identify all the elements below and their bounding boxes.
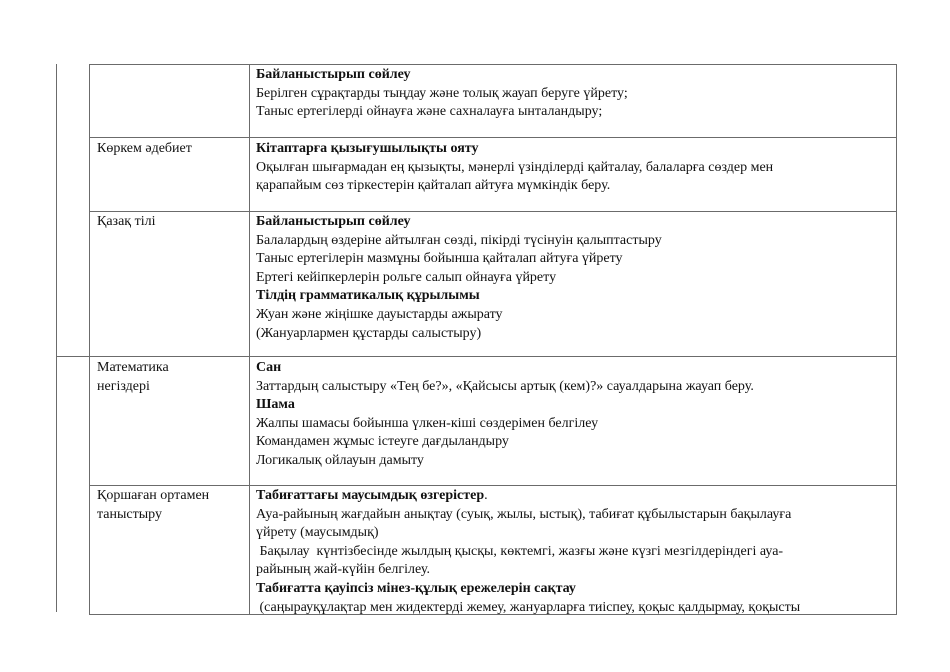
row-4-subheading: Шама [256, 397, 295, 413]
subject-label-line: Көркем әдебиет [97, 141, 192, 156]
row-5-subject-label [97, 487, 209, 524]
row-4-subject-label [97, 359, 169, 396]
row-4-line: Командамен жұмыс істеуге дағдыландыру [256, 434, 509, 450]
row-4-line: Жалпы шамасы бойынша үлкен-кіші сөздерімен белгілеу [256, 415, 599, 431]
row-4-line: Логикалық ойлауын дамыту [256, 452, 424, 468]
row-3-line: Ертегі кейіпкерлерін рольге салып ойнауға үйрету [256, 269, 557, 285]
row-2-subject-label [97, 140, 192, 159]
row-1-line: Берілген сұрақтарды тыңдау және толық жауап беруге үйрету; [256, 85, 628, 101]
row-5-heading-line [256, 487, 800, 506]
row-divider-3 [56, 356, 897, 357]
table-top-border [89, 64, 897, 65]
row-2-content [256, 140, 773, 196]
row-5-line: Бақылау күнтізбесінде жылдың қысқы, көктемгі, жазғы және күзгі мезгілдеріндегі ауа- [256, 543, 784, 559]
row-3-subject-label [97, 213, 155, 232]
subject-label-line: Қазақ тілі [97, 214, 156, 229]
row-divider-1 [89, 137, 897, 138]
row-3-line: Жуан және жіңішке дауыстарды ажырату [256, 306, 503, 322]
row-5-line: үйрету (маусымдық) [256, 525, 379, 541]
table-column-divider-inner [249, 64, 250, 615]
row-2-line: Оқылған шығармадан ең қызықты, мәнерлі үзінділерді қайталау, балаларға сөздер мен [256, 159, 774, 175]
table-column-divider-outer [89, 64, 90, 615]
subject-label-line: Қоршаған ортамен [97, 488, 210, 503]
row-1-heading: Байланыстырып сөйлеу [256, 67, 411, 82]
row-5-heading: Табиғаттағы маусымдық өзгерістер [256, 488, 485, 503]
row-2-line: қарапайым сөз тіркестерін қайталап айтуға мүмкіндік беру. [256, 178, 611, 194]
row-5-line: Ауа-райының жағдайын анықтау (суық, жылы, ыстық), табиғат құбылыстарын бақылауға [256, 506, 792, 522]
row-divider-4 [89, 485, 897, 486]
row-5-subheading: Табиғатта қауіпсіз мінез-құлық ережелерін сақтау [256, 580, 576, 596]
table-left-border [56, 64, 57, 612]
row-5-line: (саңырауқұлақтар мен жидектерді жемеу, жануарларға тиіспеу, қоқыс қалдырмау, қоқысты [256, 599, 801, 615]
subject-label-line: негіздері [97, 378, 150, 394]
row-2-heading: Кітаптарға қызығушылықты ояту [256, 141, 479, 156]
row-5-heading-suffix: . [484, 488, 488, 503]
row-3-content [256, 213, 662, 343]
row-3-subheading: Тілдің грамматикалық құрылымы [256, 288, 480, 304]
subject-label-line: таныстыру [97, 506, 162, 522]
row-3-line: Балалардың өздеріне айтылған сөзді, пікірді түсінуін қалыптастыру [256, 232, 662, 248]
row-5-line: райының жай-күйін белгілеу. [256, 562, 430, 578]
row-3-line: Таныс ертегілерін мазмұны бойынша қайталап айтуға үйрету [256, 251, 623, 267]
row-1-content [256, 66, 628, 122]
row-4-heading: Сан [256, 360, 282, 375]
row-3-line: (Жануарлармен құстарды салыстыру) [256, 325, 482, 341]
row-4-line: Заттардың салыстыру «Тең бе?», «Қайсысы артық (кем)?» сауалдарына жауап беру. [256, 378, 754, 394]
row-3-heading: Байланыстырып сөйлеу [256, 214, 411, 229]
row-divider-2 [89, 211, 897, 212]
row-1-line: Таныс ертегілерді ойнауға және сахналауға ынталандыру; [256, 104, 603, 120]
subject-label-line: Математика [97, 360, 169, 375]
row-4-content [256, 359, 754, 471]
table-right-border [896, 64, 897, 615]
row-5-content [256, 487, 800, 617]
